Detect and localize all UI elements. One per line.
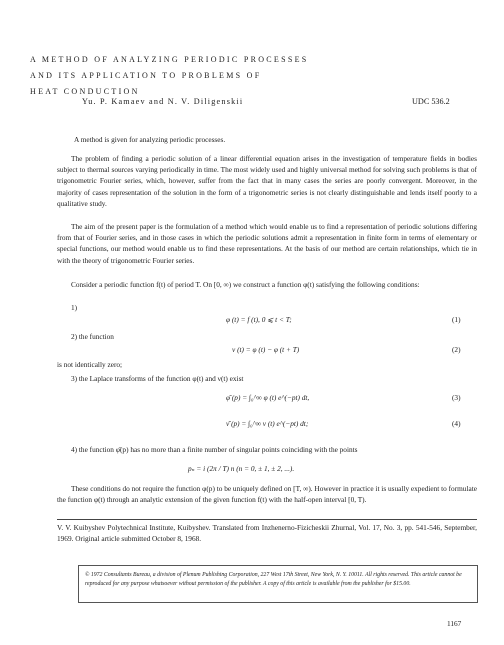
equation-3: φ̄ (p) = ∫₀^∞ φ (t) e^(−pt) dt, xyxy=(226,393,310,402)
equation-4-number: (4) xyxy=(452,419,461,428)
paragraph-conditions-note: These conditions do not require the function φ(p) to be uniquely defined on [T, ∞). However in practice it is usually expedient to formulate the function φ(t) through an analytic extension of the given function f(t) with the half-open interval [0, T). xyxy=(57,484,477,505)
condition-2-label: 2) the function xyxy=(71,332,114,341)
equation-3-number: (3) xyxy=(452,393,461,402)
equation-2: ν (t) = φ (t) − φ (t + T) xyxy=(232,345,300,354)
equation-2-number: (2) xyxy=(452,345,461,354)
equation-4: ν̄ (p) = ∫₀^∞ ν (t) e^(−pt) dt; xyxy=(226,419,309,428)
condition-3-label: 3) the Laplace transforms of the function φ(t) and ν(t) exist xyxy=(71,374,244,383)
abstract: A method is given for analyzing periodic processes. xyxy=(74,135,226,144)
condition-2-tail: is not identically zero; xyxy=(57,360,123,369)
paper-title-line-2: AND ITS APPLICATION TO PROBLEMS OF xyxy=(30,71,262,80)
paper-title-line-3: HEAT CONDUCTION xyxy=(30,87,140,96)
condition-1-label: 1) xyxy=(71,303,78,312)
paragraph-aim: The aim of the present paper is the formulation of a method which would enable us to find a representation of periodic solutions differing from that of Fourier series, and in those cases in which the periodic solutions admit a representation in finite form in terms of elementary or special functions, our method would enable us to find these representations. At the basis of our method are certain relationships, which tie in with the theory of trigonometric Fourier series. xyxy=(57,222,477,265)
authors: Yu. P. Kamaev and N. V. Diligenskii xyxy=(82,97,244,106)
paragraph-consider: Consider a periodic function f(t) of period T. On [0, ∞) we construct a function φ(t) satisfying the following conditions: xyxy=(71,280,420,289)
udc-code: UDC 536.2 xyxy=(412,97,450,106)
equation-1-number: (1) xyxy=(452,315,461,324)
paragraph-intro: The problem of finding a periodic solution of a linear differential equation arises in the investigation of temperature fields in bodies subject to thermal sources varying periodically in time. The most widely used and highly universal method for solving such problems is that of trigonometric Fourier series, which, however, suffer from the fact that in many cases the series are poorly convergent. Moreover, in the majority of cases representation of the solution in the form of a trigonometric series is not clearly distinguishable and lends itself poorly to a qualitative study. xyxy=(57,154,477,208)
copyright-notice: © 1972 Consultants Bureau, a division of Plenum Publishing Corporation, 227 West 17th Street, New York, N. Y. 10011. All rights reserved. This article cannot be reproduced for any purpose whatsoever without permission of the publisher. A copy of this article is available from the publisher for $15.00. xyxy=(85,572,462,587)
page-number: 1167 xyxy=(447,619,462,628)
affiliation-footnote: V. V. Kuibyshev Polytechnical Institute, Kuibyshev. Translated from Inzhenerno-Fizicheskii Zhurnal, Vol. 17, No. 3, pp. 541-546, September, 1969. Original article submitted October 8, 1968. xyxy=(57,523,477,543)
condition-4-label: 4) the function φ̄(p) has no more than a finite number of singular points coinciding with the points xyxy=(71,445,358,454)
paper-title-line-1: A METHOD OF ANALYZING PERIODIC PROCESSES xyxy=(30,55,309,64)
footnote-divider xyxy=(57,519,477,520)
equation-1: φ (t) = f (t), 0 ⩽ t < T; xyxy=(226,315,292,324)
equation-5: pₙ = i (2π / T) n (n = 0, ± 1, ± 2, ...). xyxy=(188,464,295,473)
